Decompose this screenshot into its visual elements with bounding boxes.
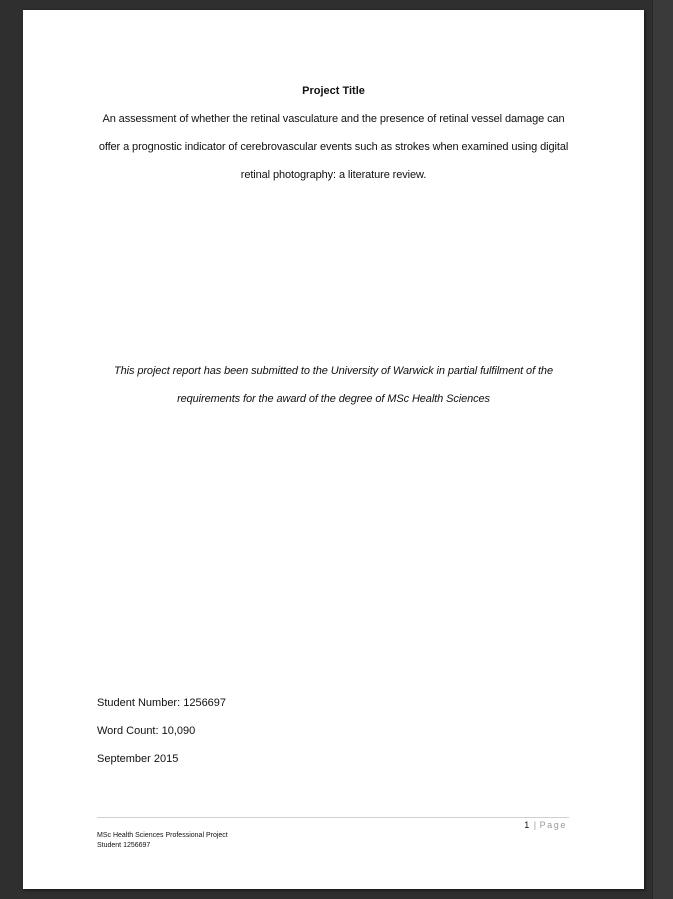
page-number-label: Page xyxy=(539,820,567,830)
submission-date: September 2015 xyxy=(97,753,179,765)
submission-statement-line-2: requirements for the award of the degree of MSc Health Sciences xyxy=(177,393,490,405)
project-title-heading: Project Title xyxy=(302,85,365,97)
project-subtitle-line-3: retinal photography: a literature review. xyxy=(240,169,427,181)
page-number-separator: | xyxy=(533,820,537,830)
student-number: Student Number: 1256697 xyxy=(97,697,227,709)
page-number-value: 1 xyxy=(524,820,531,830)
project-subtitle-line-1: An assessment of whether the retinal vasculature and the presence of retinal vessel damage can xyxy=(102,113,565,125)
document-page xyxy=(23,10,644,889)
footer-course-line: MSc Health Sciences Professional Project xyxy=(97,832,228,839)
submission-statement-line-1: This project report has been submitted to the University of Warwick in partial fulfilment of the xyxy=(114,365,553,377)
project-subtitle-line-2: offer a prognostic indicator of cerebrovascular events such as strokes when examined using digital xyxy=(98,141,569,153)
viewer-scrollbar[interactable] xyxy=(652,0,673,899)
word-count: Word Count: 10,090 xyxy=(97,725,196,737)
footer-divider xyxy=(97,817,569,818)
page-number xyxy=(524,820,567,830)
footer-student-line: Student 1256697 xyxy=(97,842,151,849)
